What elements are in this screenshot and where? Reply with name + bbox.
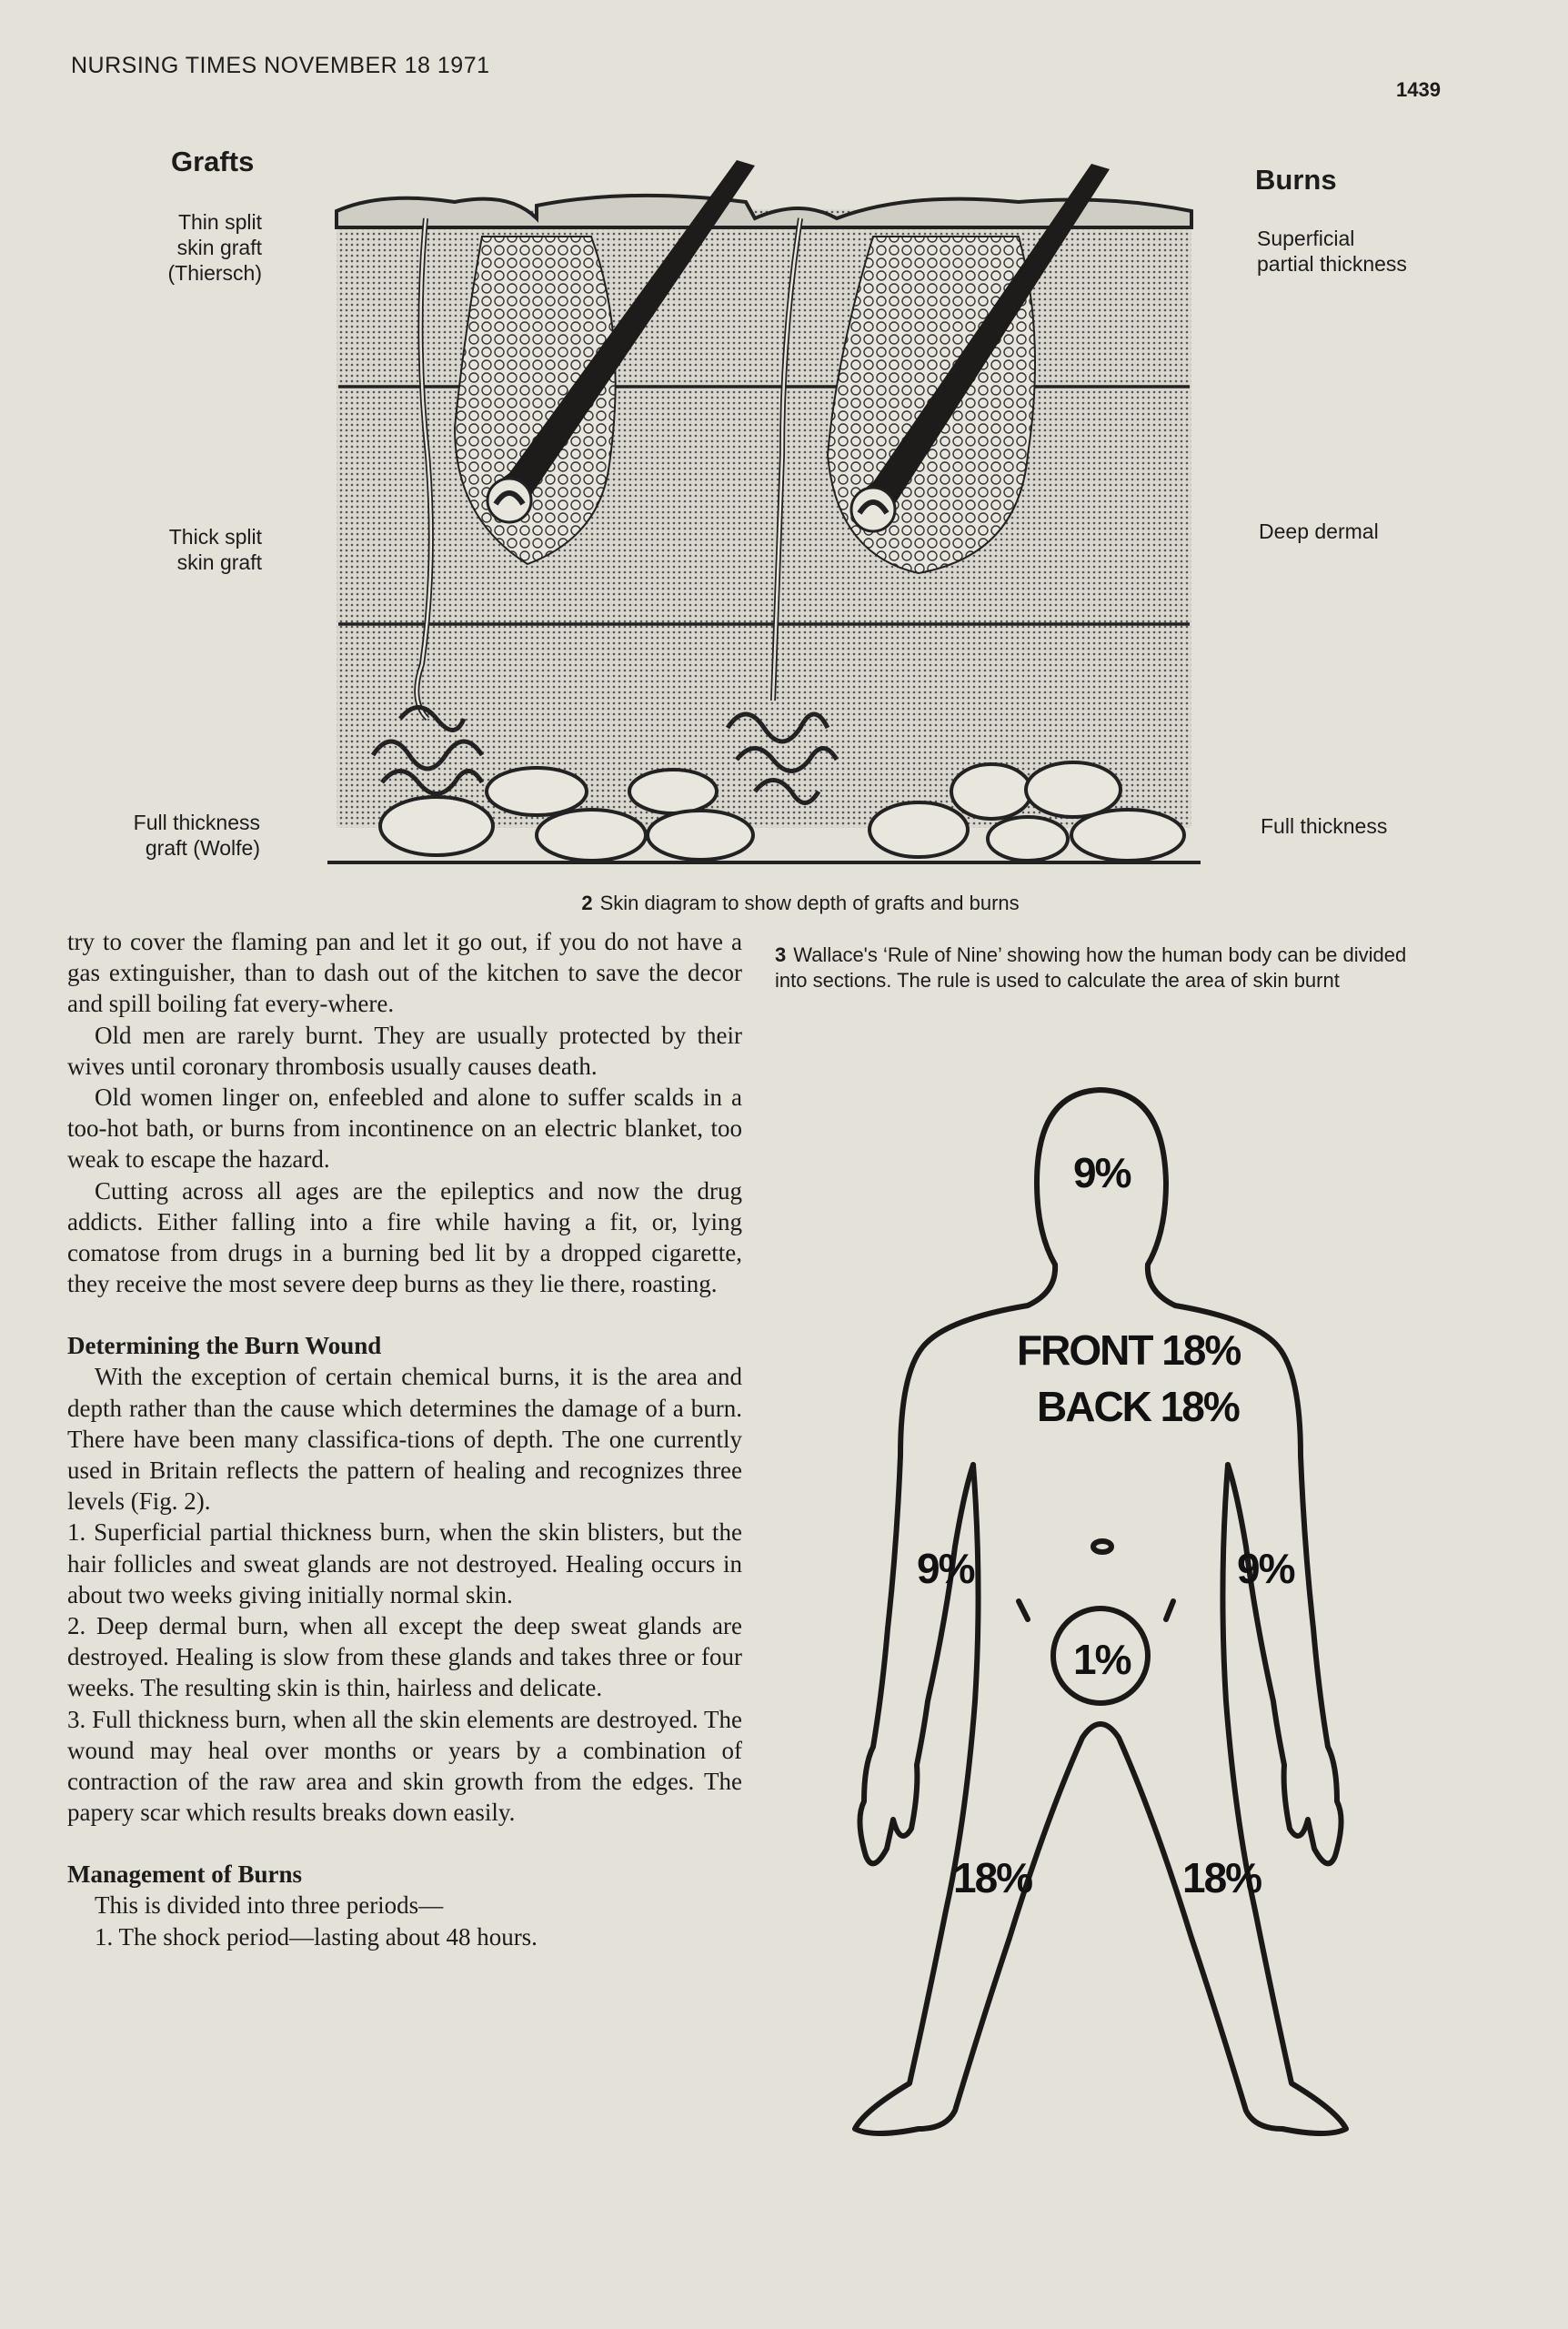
paragraph: Old men are rarely burnt. They are usually protected by their wives until coronary thrombosis usually causes death. xyxy=(67,1021,742,1080)
label-right-arm-9: 9% xyxy=(1237,1545,1294,1592)
navel-mark xyxy=(1093,1541,1111,1552)
burn-label-deep-dermal: Deep dermal xyxy=(1259,519,1379,543)
grafts-heading: Grafts xyxy=(171,146,255,177)
page-number: 1439 xyxy=(1396,78,1441,101)
burns-heading: Burns xyxy=(1255,164,1337,196)
graft-label-thin-split: Thin split skin graft (Thiersch) xyxy=(167,210,262,285)
label-left-leg-18: 18% xyxy=(953,1854,1032,1901)
list-item: 1. Superficial partial thickness burn, when the skin blisters, but the hair follicles and sweat glands are not destroyed. Healing occurs in about two weeks giving initially normal skin. xyxy=(67,1518,742,1608)
label-head-9: 9% xyxy=(1073,1149,1131,1196)
paragraph: This is divided into three periods— xyxy=(95,1891,444,1920)
label-right-leg-18: 18% xyxy=(1182,1854,1261,1901)
label-front-18: FRONT 18% xyxy=(1017,1326,1241,1374)
figure3-caption-number: 3 xyxy=(775,943,787,966)
figure2-caption-number: 2 xyxy=(581,892,593,914)
skin-diagram xyxy=(327,155,1201,882)
body-outline xyxy=(855,1090,1346,2133)
article-body xyxy=(67,926,742,1952)
paragraph: With the exception of certain chemical burns, it is the area and depth rather than the cause which determines the damage of a burn. There have been many classifica-tions of depth. The one currently used in Britain reflects the pattern of healing and recognizes three levels (Fig. 2). xyxy=(67,1363,742,1516)
list-item: 2. Deep dermal burn, when all except the deep sweat glands are destroyed. Healing is slow from these glands and takes three or four weeks. The resulting skin is thin, hairless and delicate. xyxy=(67,1612,742,1702)
list-item: 3. Full thickness burn, when all the skin elements are destroyed. The wound may heal over months or years by a combination of contraction of the raw area and skin growth from the edges. The papery scar which results breaks down easily. xyxy=(67,1705,742,1827)
paragraph: Cutting across all ages are the epileptics and now the drug addicts. Either falling into a fire while having a fit, or, lying comatose from drugs in a burning bed lit by a dropped cigarette, they receive the most severe deep burns as they lie there, roasting. xyxy=(67,1176,742,1298)
label-perineum-1: 1% xyxy=(1073,1636,1131,1683)
figure3-caption xyxy=(775,943,1412,993)
dermis-layer xyxy=(337,209,1191,828)
running-head: NURSING TIMES NOVEMBER 18 1971 xyxy=(71,53,490,78)
rule-of-nine-diagram xyxy=(809,1074,1364,2165)
graft-label-thick-split: Thick split skin graft xyxy=(168,525,262,574)
section-heading-determining: Determining the Burn Wound xyxy=(67,1332,382,1360)
burn-label-superficial: Superficial partial thickness xyxy=(1257,227,1407,276)
paragraph: 1. The shock period—lasting about 48 hours. xyxy=(95,1922,538,1951)
label-left-arm-9: 9% xyxy=(917,1545,974,1592)
section-heading-management: Management of Burns xyxy=(67,1860,302,1889)
paragraph: try to cover the flaming pan and let it go out, if you do not have a gas extinguisher, than to dash out of the kitchen to save the decor and spill boiling fat every-where. xyxy=(67,928,742,1018)
figure2-caption xyxy=(427,892,1173,915)
graft-label-full-thickness: Full thickness graft (Wolfe) xyxy=(133,811,260,860)
label-back-18: BACK 18% xyxy=(1037,1383,1239,1430)
figure3-caption-text: Wallace's ‘Rule of Nine’ showing how the human body can be divided into sections. The rule is used to calculate the area of skin burnt xyxy=(775,943,1407,992)
burn-label-full-thickness: Full thickness xyxy=(1261,814,1388,838)
paragraph: Old women linger on, enfeebled and alone to suffer scalds in a too-hot bath, or burns from incontinence on an electric blanket, too weak to escape the hazard. xyxy=(67,1084,742,1174)
figure2-caption-text: Skin diagram to show depth of grafts and burns xyxy=(599,892,1020,914)
